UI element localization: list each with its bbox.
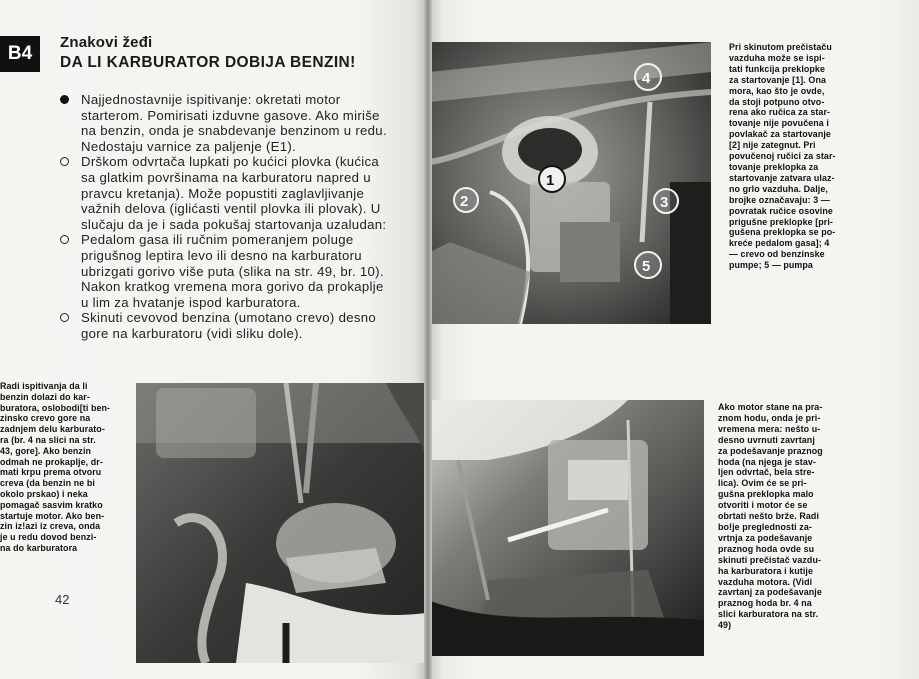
section-heading: DA LI KARBURATOR DOBIJA BENZIN! bbox=[60, 54, 356, 71]
right-page bbox=[428, 0, 919, 679]
bullet-hollow-icon bbox=[60, 235, 69, 244]
bullet-list bbox=[60, 92, 388, 342]
bullet-hollow-icon bbox=[60, 313, 69, 322]
carburetor-photo-caption: Pri skinutom prečistaču vazduha može se ispi- tati funkcija preklopke za startovanje [1]. Ona mora, kao što je ovde, da stoji potpuno otvo- rena ako ručica za star- tovanje nije povučena i povlakač za startovanje [2] nije zategnut. Pri povučenoj ručici za star- tovanje preklopka za startovanje zatvara ulaz- no grlo vazduha. Dalje, brojke označavaju: 3 — povratak ručice osovine prigušne preklopke [pri- gušena preklopka se po- kreće pedalom gasa]; 4 — crevo od benzinske pumpe; 5 — pumpa bbox=[729, 42, 836, 271]
list-item-text: Najjednostavnije ispitivanje: okretati motor starterom. Pomirisati izduvne gasove. Ako miriše na benzin, onda je snabdevanje benzinom u redu. Nedostaju varnice za paljenje (E1). bbox=[81, 92, 387, 154]
callout-label: 2 bbox=[460, 193, 469, 210]
list-item-text: Pedalom gasa ili ručnim pomeranjem poluge prigušnog leptira levo ili desno na karburatoru ubrizgati gorivo više puta (slika na str. 49, br. 10). Nakon kratkog vremena mora gorivo da prokaplje u lim za hvatanje ispod karburatora. bbox=[81, 232, 384, 310]
list-item bbox=[60, 310, 388, 341]
section-badge: B4 bbox=[0, 36, 40, 72]
list-item-text: Drškom odvrtača lupkati po kućici plovka (kućica sa glatkim površinama na karburatoru napred u pravcu kretanja). Može popustiti zaglavljivanje važnih delova (iglićasti ventil plovka ili plovak). U slučaju da je i sada pokušaj startovanja uzaludan: bbox=[81, 154, 387, 232]
idle-screw-photo bbox=[428, 400, 704, 656]
list-item bbox=[60, 154, 388, 232]
callout-label: 5 bbox=[642, 258, 651, 275]
book-spine bbox=[424, 0, 432, 679]
page-number: 42 bbox=[55, 592, 70, 607]
fuel-hose-photo bbox=[136, 383, 426, 663]
carburetor-photo bbox=[430, 42, 711, 324]
bullet-hollow-icon bbox=[60, 157, 69, 166]
list-item bbox=[60, 232, 388, 310]
bullet-filled-icon bbox=[60, 95, 69, 104]
left-page bbox=[0, 0, 428, 679]
callout-label: 4 bbox=[642, 70, 651, 87]
callout-label: 1 bbox=[546, 172, 555, 189]
photo-caption: Radi ispitivanja da li benzin dolazi do kar- buratora, oslobodi[ti ben- zinsko crevo gore na zadnjem delu karburato- ra (br. 4 na slici na str. 43, gore]. Ako benzin odmah ne prokaplje, dr- mati krpu prema otvoru creva (da benzin ne bi okolo prskao) i neka pomagač sasvim kratko startuje motor. Ako ben- zin iz!azi iz creva, onda je u redu dovod benzi- na do karburatora bbox=[0, 381, 111, 553]
list-item bbox=[60, 92, 388, 154]
callout-label: 3 bbox=[660, 194, 669, 211]
idle-screw-photo-caption: Ako motor stane na pra- znom hodu, onda je pri- vremena mera: nešto u- desno uvrnuti zavrtanj za podešavanje praznog hoda (na njega je stav- ljen odvrtač, bela stre- lica). Ovim će se pri- gušna preklopka malo otvoriti i motor će se obrtati nešto brže. Radi bo!je preglednosti za- vrtnja za podešavanje praznog hoda ovde su skinuti prečistač vazdu- ha karburatora i kutije vazduha motora. (Vidi zavrtanj za podešavanje praznog hoda br. 4 na slici karburatora na str. 49) bbox=[718, 402, 823, 631]
section-title: Znakovi žeđi bbox=[60, 34, 153, 51]
list-item-text: Skinuti cevovod benzina (umotano crevo) desno gore na karburatoru (vidi sliku dole). bbox=[81, 310, 376, 341]
